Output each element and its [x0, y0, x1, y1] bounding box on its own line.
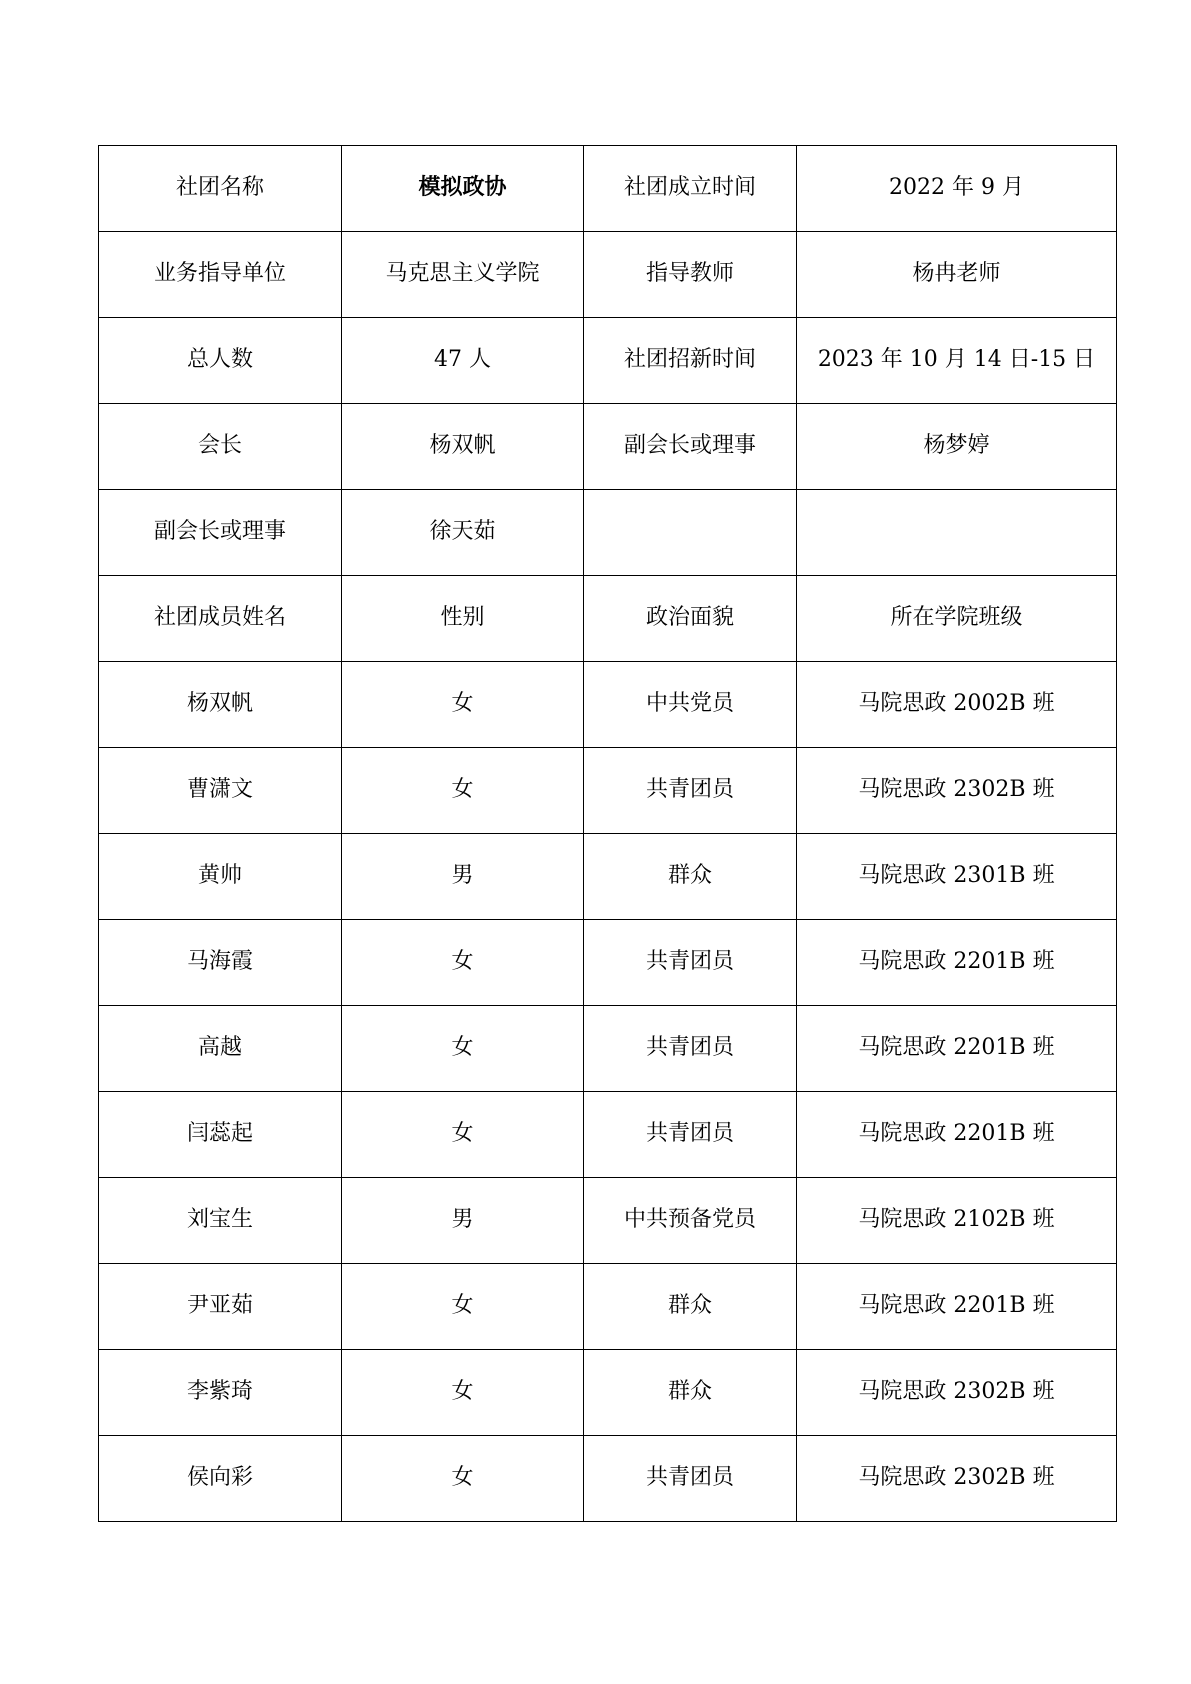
- total-value: 47 人: [342, 318, 584, 404]
- member-political-status: 共青团员: [584, 1006, 797, 1092]
- club-name-value: 模拟政协: [342, 146, 584, 232]
- unit-label: 业务指导单位: [99, 232, 342, 318]
- member-political-status: 群众: [584, 1350, 797, 1436]
- member-class: 马院思政 2302B 班: [797, 748, 1117, 834]
- vice-president-value: 杨梦婷: [797, 404, 1117, 490]
- table-row: [99, 318, 1117, 404]
- recruit-label: 社团招新时间: [584, 318, 797, 404]
- member-political-status: 共青团员: [584, 920, 797, 1006]
- member-name: 侯向彩: [99, 1436, 342, 1522]
- member-class: 马院思政 2201B 班: [797, 1006, 1117, 1092]
- member-row: [99, 748, 1117, 834]
- member-name: 黄帅: [99, 834, 342, 920]
- member-row: [99, 1178, 1117, 1264]
- total-label: 总人数: [99, 318, 342, 404]
- member-row: [99, 1006, 1117, 1092]
- table-row: [99, 404, 1117, 490]
- member-gender: 女: [342, 1006, 584, 1092]
- vice-president-label: 副会长或理事: [99, 490, 342, 576]
- empty-cell: [584, 490, 797, 576]
- member-name: 尹亚茹: [99, 1264, 342, 1350]
- president-label: 会长: [99, 404, 342, 490]
- member-row: [99, 1350, 1117, 1436]
- member-class: 马院思政 2201B 班: [797, 920, 1117, 1006]
- member-row: [99, 662, 1117, 748]
- member-row: [99, 1436, 1117, 1522]
- member-row: [99, 1264, 1117, 1350]
- member-row: [99, 834, 1117, 920]
- founded-label: 社团成立时间: [584, 146, 797, 232]
- member-name: 马海霞: [99, 920, 342, 1006]
- advisor-label: 指导教师: [584, 232, 797, 318]
- vice-president-label: 副会长或理事: [584, 404, 797, 490]
- empty-cell: [797, 490, 1117, 576]
- member-class: 马院思政 2002B 班: [797, 662, 1117, 748]
- member-gender: 女: [342, 662, 584, 748]
- club-name-label: 社团名称: [99, 146, 342, 232]
- table-row: [99, 232, 1117, 318]
- member-gender: 女: [342, 1350, 584, 1436]
- member-class: 马院思政 2302B 班: [797, 1436, 1117, 1522]
- members-header-row: [99, 576, 1117, 662]
- member-gender: 女: [342, 1092, 584, 1178]
- member-name-header: 社团成员姓名: [99, 576, 342, 662]
- member-gender: 女: [342, 1436, 584, 1522]
- member-political-status: 共青团员: [584, 748, 797, 834]
- member-row: [99, 1092, 1117, 1178]
- member-row: [99, 920, 1117, 1006]
- member-name: 李紫琦: [99, 1350, 342, 1436]
- member-political-status: 共青团员: [584, 1092, 797, 1178]
- recruit-value: 2023 年 10 月 14 日-15 日: [797, 318, 1117, 404]
- member-gender: 女: [342, 920, 584, 1006]
- political-status-header: 政治面貌: [584, 576, 797, 662]
- member-political-status: 中共党员: [584, 662, 797, 748]
- member-name: 杨双帆: [99, 662, 342, 748]
- member-political-status: 群众: [584, 834, 797, 920]
- member-class: 马院思政 2201B 班: [797, 1092, 1117, 1178]
- member-class: 马院思政 2302B 班: [797, 1350, 1117, 1436]
- member-gender: 男: [342, 1178, 584, 1264]
- member-political-status: 中共预备党员: [584, 1178, 797, 1264]
- class-header: 所在学院班级: [797, 576, 1117, 662]
- member-gender: 女: [342, 748, 584, 834]
- founded-value: 2022 年 9 月: [797, 146, 1117, 232]
- member-gender: 女: [342, 1264, 584, 1350]
- vice-president-value: 徐天茹: [342, 490, 584, 576]
- club-info-table: [98, 145, 1117, 1522]
- unit-value: 马克思主义学院: [342, 232, 584, 318]
- member-name: 高越: [99, 1006, 342, 1092]
- advisor-value: 杨冉老师: [797, 232, 1117, 318]
- member-gender: 男: [342, 834, 584, 920]
- member-name: 曹潇文: [99, 748, 342, 834]
- member-name: 闫蕊起: [99, 1092, 342, 1178]
- president-value: 杨双帆: [342, 404, 584, 490]
- member-political-status: 共青团员: [584, 1436, 797, 1522]
- club-info-body: [99, 146, 1117, 1522]
- table-row: [99, 490, 1117, 576]
- gender-header: 性别: [342, 576, 584, 662]
- member-class: 马院思政 2301B 班: [797, 834, 1117, 920]
- member-class: 马院思政 2201B 班: [797, 1264, 1117, 1350]
- table-row: [99, 146, 1117, 232]
- member-political-status: 群众: [584, 1264, 797, 1350]
- member-class: 马院思政 2102B 班: [797, 1178, 1117, 1264]
- member-name: 刘宝生: [99, 1178, 342, 1264]
